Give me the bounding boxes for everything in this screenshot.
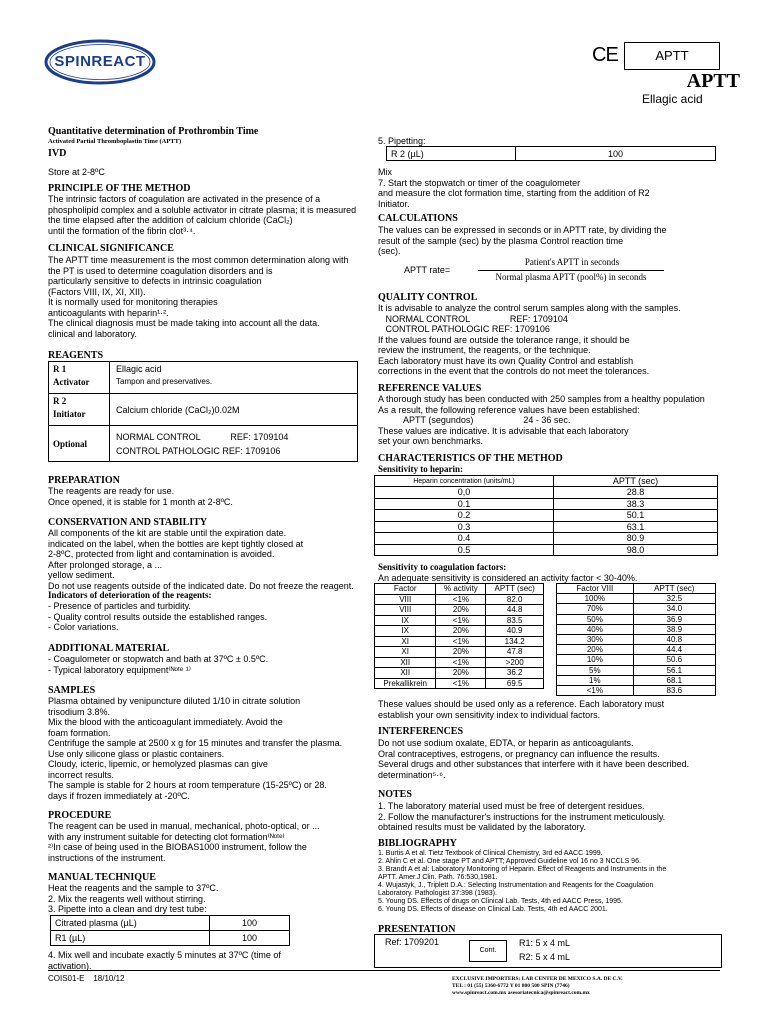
optional-desc-cell (110, 426, 358, 462)
table-row (375, 487, 718, 499)
f8-cell: 50% (557, 614, 634, 624)
hep-header-1: APTT (sec) (554, 476, 718, 487)
table-row (51, 916, 290, 931)
characteristics-heading: CHARACTERISTICS OF THE METHOD (378, 453, 563, 464)
hep-conc: 0.4 (375, 533, 554, 545)
clinical-text: The APTT time measurement is the most common determination along with the PT is used to determine coagulation disorders and is particularly sensitive to defects in intrinsic coagulation (Factors VIII, IX, XI, XII). It is normally used for monitoring therapies anticoagulants with heparin¹·². The clinical diagnosis must be made taking into account all the data. clinical and laboratory. (48, 255, 349, 339)
f8-cell: 40.8 (633, 634, 715, 644)
table-row (375, 668, 544, 679)
fac-cell: <1% (436, 657, 486, 668)
footer-rule (48, 970, 720, 971)
r1-line2: Tampon and preservatives. (116, 377, 213, 386)
step5-text: 5. Pipetting: (378, 136, 426, 146)
hep-conc: 0,0 (375, 487, 554, 499)
table-row (557, 624, 716, 634)
table-row (375, 657, 544, 668)
indicators-list: - Presence of particles and turbidity. - Quality control results outside the established ranges. - Color variations. (48, 601, 268, 632)
r1-label: R 1 (53, 364, 67, 374)
notes-heading: NOTES (378, 789, 412, 800)
bibliography-heading: BIBLIOGRAPHY (378, 838, 457, 849)
presentation-r1: R1: 5 x 4 mL (519, 938, 571, 948)
fac-cell: 69.5 (486, 678, 544, 689)
factors-table (374, 583, 544, 689)
table-row (375, 510, 718, 522)
r1-sub: Activator (53, 377, 90, 387)
spinreact-logo (44, 38, 156, 86)
pip-label-0: Citrated plasma (µL) (51, 916, 210, 931)
qc-text: It is advisable to analyze the control serum samples along with the samples. NORMAL CONTROL REF: 1709104 CONTROL PATHOLOGIC REF: 1709106 If the values found are outside the tolerance range, it should be review the instrument, the reagents, or the technique. Each laboratory must have its own Quality Control and establish corrections in the event that the controls do not meet the tolerances. (378, 303, 681, 376)
table-row (375, 498, 718, 510)
table-row (557, 634, 716, 644)
f8-cell: <1% (557, 685, 634, 695)
f8-cell: 20% (557, 645, 634, 655)
r2-label: R 2 (53, 396, 67, 406)
fac-cell: <1% (436, 594, 486, 605)
f8-cell: 50.6 (633, 655, 715, 665)
fac-cell: <1% (436, 615, 486, 626)
fac-cell: 36.2 (486, 668, 544, 679)
reagents-heading: REAGENTS (48, 350, 104, 361)
fac-cell: 20% (436, 605, 486, 616)
r1-cell (49, 362, 110, 394)
rate-numerator: Patient's APTT in seconds (524, 257, 620, 267)
clinical-heading: CLINICAL SIGNIFICANCE (48, 243, 174, 254)
table-row (557, 675, 716, 685)
fac-cell: XI (375, 647, 436, 658)
fraction-line (478, 270, 664, 271)
qc-heading: QUALITY CONTROL (378, 292, 478, 303)
samples-text: Plasma obtained by venipuncture diluted 1/10 in citrate solution trisodium 3.8%. Mix the blood with the anticoagulant immediately. Avoid the foam formation. Centrifuge the sample at 2500 x g for 15 minutes and transfer the plasma. Use only silicone glass or plastic containers. Cloudy, icteric, lipemic, or hemolyzed plasmas can give incorrect results. The sample is stable for 2 hours at room temperature (15-25ºC) or 28. days if frozen immediately at -20ºC. (48, 696, 343, 801)
table-row (557, 594, 716, 604)
table-row (375, 533, 718, 545)
fac-cell: IX (375, 615, 436, 626)
storage-text: Store at 2-8ºC (48, 167, 105, 177)
fac-cell: VIII (375, 594, 436, 605)
manual-heading: MANUAL TECHNIQUE (48, 872, 156, 883)
hep-aptt: 98.0 (554, 544, 718, 556)
f8-cell: 83.6 (633, 685, 715, 695)
footer-importers: EXCLUSIVE IMPORTERS: LAB CENTER DE MEXICO S.A. DE C.V. (452, 976, 623, 982)
table-row (375, 615, 544, 626)
f8-cell: 100% (557, 594, 634, 604)
preparation-heading: PREPARATION (48, 475, 120, 486)
brand-name: SPINREACT (54, 53, 146, 70)
fac-header: % activity (436, 584, 486, 595)
mix-text: Mix 7. Start the stopwatch or timer of the coagulometer and measure the clot formation time, starting from the addition of R2 Initiator. (378, 167, 650, 209)
fac-cell: 44.8 (486, 605, 544, 616)
f8-cell: 10% (557, 655, 634, 665)
fac-cell: IX (375, 626, 436, 637)
presentation-ref: Ref: 1709201 (385, 937, 440, 947)
hep-conc: 0.2 (375, 510, 554, 522)
fac-cell: 83.5 (486, 615, 544, 626)
procedure-text: The reagent can be used in manual, mechanical, photo-optical, or ... with any instrument suitable for detecting clot formation⁽ᴺᵒᵗᵉ⁾ ²⁾In case of being used in the BIOBAS1000 instrument, follow the instructions of the instrument. (48, 821, 320, 863)
f8-cell: 56.1 (633, 665, 715, 675)
procedure-heading: PROCEDURE (48, 810, 112, 821)
f8-cell: 30% (557, 634, 634, 644)
r1-line1: Ellagic acid (116, 364, 162, 374)
fac-cell: 40.9 (486, 626, 544, 637)
presentation-heading: PRESENTATION (378, 924, 456, 935)
table-row (375, 584, 544, 595)
fac-cell: 134.2 (486, 636, 544, 647)
heparin-table (374, 475, 718, 556)
additional-list: - Coagulometer or stopwatch and bath at 37ºC ± 0.5ºC. - Typical laboratory equipment⁽ᴺᵒᵗᵉ ¹⁾ (48, 654, 269, 675)
f8-header: Factor VIII (557, 584, 634, 594)
f8-cell: 1% (557, 675, 634, 685)
hep-aptt: 63.1 (554, 521, 718, 533)
optional-line1: NORMAL CONTROL REF: 1709104 (116, 431, 289, 442)
additional-heading: ADDITIONAL MATERIAL (48, 643, 170, 654)
f8-cell: 5% (557, 665, 634, 675)
table-row (375, 626, 544, 637)
fac-cell: Prekallikrein (375, 678, 436, 689)
fac-cell: 20% (436, 626, 486, 637)
table-row (557, 685, 716, 695)
f8-cell: 40% (557, 624, 634, 634)
table-row (375, 636, 544, 647)
heparin-heading: Sensitivity to heparin: (378, 464, 464, 474)
reagents-table (48, 361, 358, 462)
pip-label-1: R1 (µL) (51, 931, 210, 946)
pipetting-table (50, 915, 290, 946)
r1-desc-cell (110, 362, 358, 394)
table-row (375, 678, 544, 689)
hep-aptt: 38.3 (554, 498, 718, 510)
samples-heading: SAMPLES (48, 685, 96, 696)
fac-cell: XII (375, 657, 436, 668)
r2-row-label: R 2 (µL) (387, 147, 516, 161)
fac-cell: 82.0 (486, 594, 544, 605)
f8-cell: 34.0 (633, 604, 715, 614)
table-row (557, 584, 716, 594)
r2-desc: Calcium chloride (CaCl₂)0.02M (110, 394, 358, 426)
table-row (557, 655, 716, 665)
fac-cell: >200 (486, 657, 544, 668)
f8-cell: 44.4 (633, 645, 715, 655)
step4-text: 4. Mix well and incubate exactly 5 minutes at 37ºC (time of activation). (48, 950, 281, 971)
product-box: APTT (624, 42, 720, 70)
presentation-box (374, 934, 722, 968)
f8-cell: 68.1 (633, 675, 715, 685)
hep-aptt: 28.8 (554, 487, 718, 499)
notes-text: 1. The laboratory material used must be free of detergent residues. 2. Follow the manufacturer's instructions for the instrument meticulously. obtained results must be validated by the laboratory. (378, 801, 666, 832)
conservation-heading: CONSERVATION AND STABILITY (48, 517, 208, 528)
hep-aptt: 80.9 (554, 533, 718, 545)
table-row (557, 665, 716, 675)
hep-conc: 0.5 (375, 544, 554, 556)
fac-cell: <1% (436, 636, 486, 647)
calculations-heading: CALCULATIONS (378, 213, 458, 224)
f8-cell: 70% (557, 604, 634, 614)
interferences-text: Do not use sodium oxalate, EDTA, or heparin as anticoagulants. Oral contraceptives, estrogens, or pregnancy can influence the results. Several drugs and other substances that interfere with it have been described. determination⁵·⁶. (378, 738, 690, 780)
presentation-cont: Cont. (469, 940, 507, 962)
table-row (387, 147, 716, 161)
bibliography-list: 1. Burtis A et al. Tietz Textbook of Clinical Chemistry, 3rd ed AACC 1999. 2. Ahlin C et al. One stage PT and APTT; Approved Guideline vol 16 no 3 NCCLS 96. 3. Brandt A et al: Laboratory Monitoring of Heparin. Effect of Reagents and Instruments in the APTT. Amer.J Clin. Path. 76:530,1981. 4. Wujastyk, J., Triplett D.A.: Selecting Instrumentation and Reagents for the Coagulation Laboratory. Pathologist 37:398 (1983). 5. Young DS. Effects of drugs on Clinical Lab. Tests, 4th ed AACC Press, 1995. 6. Young DS. Effects of disease on Clinical Lab. Tests, 4th ed AACC 2001. (378, 850, 667, 913)
f8-cell: 36.9 (633, 614, 715, 624)
pip-value-0: 100 (210, 916, 290, 931)
fac-cell: VIII (375, 605, 436, 616)
fac-cell: XI (375, 636, 436, 647)
r2-row-value: 100 (516, 147, 716, 161)
table-row (375, 521, 718, 533)
page-title: APTT (686, 70, 740, 92)
fac-cell: 47.8 (486, 647, 544, 658)
reference-heading: REFERENCE VALUES (378, 383, 482, 394)
fac-cell: <1% (436, 678, 486, 689)
page-subtitle: Ellagic acid (642, 92, 703, 106)
table-row (51, 931, 290, 946)
table-row (375, 605, 544, 616)
pip-value-1: 100 (210, 931, 290, 946)
table-row (557, 604, 716, 614)
hep-header-0: Heparin concentration (units/mL) (375, 476, 554, 487)
doc-title: Quantitative determination of Prothrombin Time (48, 126, 259, 137)
fac-cell: 20% (436, 668, 486, 679)
optional-label: Optional (49, 426, 110, 462)
footer-phone: TEL : 01 (55) 5360-6772 Y 01 800 500 SPIN (7746) (452, 983, 570, 989)
optional-line2: CONTROL PATHOLOGIC REF: 1709106 (116, 445, 281, 456)
calculations-text: The values can be expressed in seconds or in APTT rate, by dividing the result of the sample (sec) by the plasma Control reaction time (sec). (378, 225, 667, 256)
principle-heading: PRINCIPLE OF THE METHOD (48, 183, 191, 194)
footer-code: COIS01-E 18/10/12 (48, 974, 125, 983)
reference-use-text: These values should be used only as a reference. Each laboratory must establish your own sensitivity index to individual factors. (378, 699, 665, 720)
table-row (557, 614, 716, 624)
table-row (557, 645, 716, 655)
f8-cell: 32.5 (633, 594, 715, 604)
manual-text: Heat the reagents and the sample to 37ºC. 2. Mix the reagents well without stirring. 3. Pipette into a clean and dry test tube: (48, 883, 219, 914)
hep-conc: 0.3 (375, 521, 554, 533)
hep-aptt: 50.1 (554, 510, 718, 522)
conservation-text: All components of the kit are stable until the expiration date. indicated on the label, when the bottles are kept tightly closed at 2-8ºC, protected from light and contamination is avoided. After prolonged storage, a ... yellow sediment. Do not use reagents outside of the indicated date. Do not freeze the reagent. (48, 528, 354, 591)
hep-conc: 0.1 (375, 498, 554, 510)
factor-viii-table (556, 583, 716, 696)
footer-web: www.spinreact.com.mx asesoriatecnica@spinreact.com.mx (452, 990, 590, 996)
table-row (375, 476, 718, 487)
fac-header: Factor (375, 584, 436, 595)
r2-sub: Initiator (53, 409, 86, 419)
r2-pipetting-table (386, 146, 716, 161)
fac-header: APTT (sec) (486, 584, 544, 595)
indicators-heading: Indicators of deterioration of the reagents: (48, 590, 212, 600)
factors-text: An adequate sensitivity is considered an activity factor < 30-40%. (378, 573, 638, 583)
table-row (375, 544, 718, 556)
fac-cell: 20% (436, 647, 486, 658)
presentation-r2: R2: 5 x 4 mL (519, 952, 571, 962)
table-row (375, 594, 544, 605)
ce-mark: CE (592, 44, 618, 66)
f8-header: APTT (sec) (633, 584, 715, 594)
f8-cell: 38.9 (633, 624, 715, 634)
table-row (375, 647, 544, 658)
doc-subtitle: Activated Partial Thromboplastin Time (APTT) (48, 138, 182, 145)
fac-cell: XII (375, 668, 436, 679)
rate-denominator: Normal plasma APTT (pool%) in seconds (495, 272, 647, 282)
rate-label: APTT rate= (404, 265, 451, 275)
factors-heading: Sensitivity to coagulation factors: (378, 562, 507, 572)
preparation-text: The reagents are ready for use. Once opened, it is stable for 1 month at 2-8ºC. (48, 486, 233, 507)
ivd-label: IVD (48, 148, 67, 159)
interferences-heading: INTERFERENCES (378, 726, 464, 737)
reference-text: A thorough study has been conducted with 250 samples from a healthy population As a result, the following reference values have been established: APTT (segundos) 24 - 36 sec. These values are indicative. It is advisable that each laboratory set your own benchmarks. (378, 394, 705, 446)
r2-cell (49, 394, 110, 426)
principle-text: The intrinsic factors of coagulation are activated in the presence of a phospholipid complex and a soluble activator in citrate plasma; it is measured the time elapsed after the addition of calcium chloride (CaCl₂) until the formation of the fibrin clot³·⁴. (48, 194, 357, 236)
